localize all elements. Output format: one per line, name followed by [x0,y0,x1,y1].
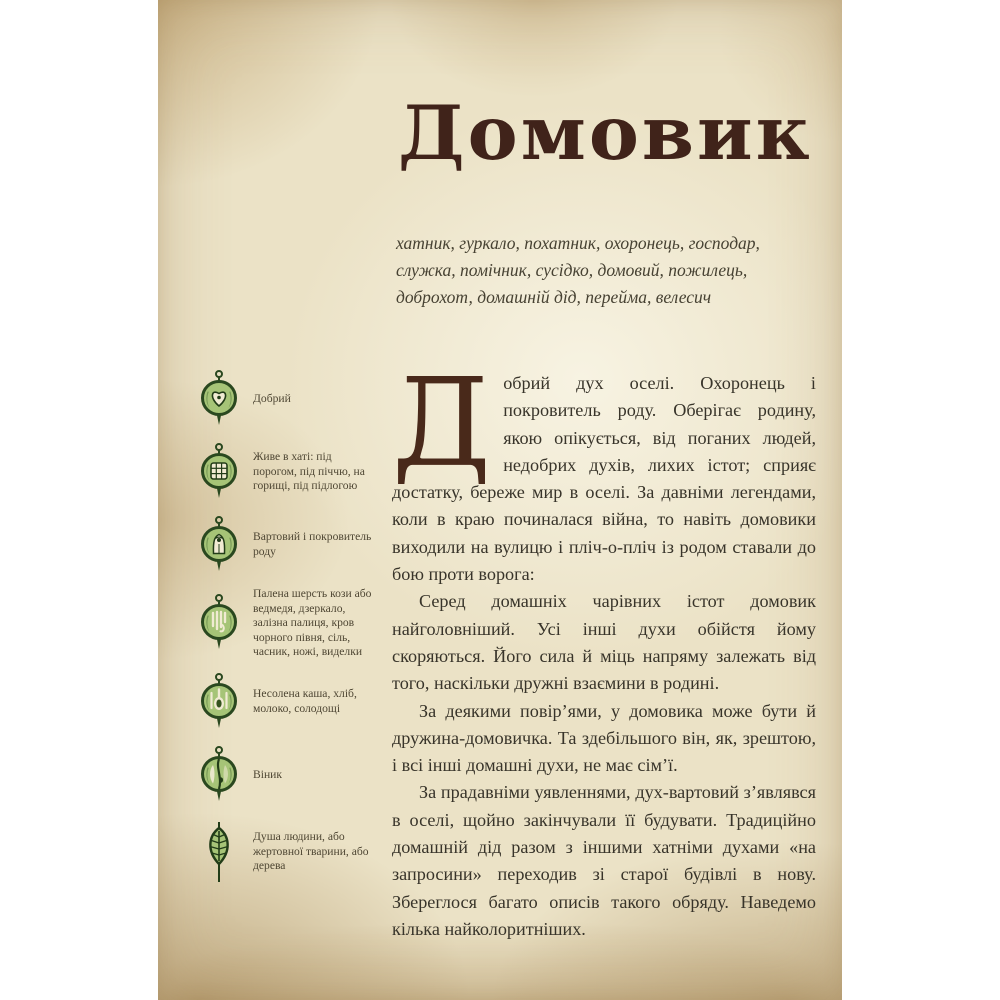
legend-label: Душа людини, або жертовної тварини, або дерева [253,830,369,873]
legend-item [196,514,374,576]
legend-label: Палена шерсть кози або ведмедя, дзеркало, залізна палиця, кров чорного півня, сіль, часник, ножі, виделки [253,587,372,659]
legend-label: Вартовий і покровитель роду [253,530,372,558]
chapter-title: Домовик [398,89,813,177]
chapter-alias-list: хатник, гуркало, похатник, охоронець, господар, служка, помічник, сусідко, домовий, пожилець, доброхот, домашній дід, перейма, велесич [396,233,760,307]
heart-icon [196,368,242,430]
legend-item [196,744,374,806]
legend-item [196,671,374,733]
dropcap-letter: Д [392,352,492,494]
guardian-icon [196,514,242,576]
broom-icon [196,744,242,806]
offering-icon [196,671,242,733]
legend-item [196,817,374,887]
paragraph: За прадавніми уявленнями, дух-вартовий з’являвся в оселі, щойно закінчували її будувати. Традиційно домашній дід разом з іншими хатніми духами «на запросини» переходив зі старої будівлі в нову. Збереглося багато описів такого обряду. Наведемо кілька найколоритніших. [392,782,816,939]
legend-sidebar [196,368,374,898]
legend-label: Віник [253,767,282,781]
legend-item [196,441,374,503]
tree-icon [196,817,242,887]
parchment-page [158,0,842,1000]
main-text-column [392,352,816,943]
legend-label: Добрий [253,391,291,405]
paragraph [392,352,816,588]
paragraph: Серед домашніх чарівних істот домовик найголовніший. Усі інші духи обійстя йому скоряються. Його сила й міць напряму залежать від того, наскільки дружні взаємини в родині. [392,591,816,694]
legend-item [196,587,374,660]
legend-item [196,368,374,430]
legend-label: Несолена каша, хліб, молоко, солодощі [253,687,357,715]
legend-label: Живе в хаті: під порогом, під піччю, на горищі, під підлогою [253,450,365,493]
window-icon [196,441,242,503]
fur-icon [196,592,242,654]
paragraph: За деякими повір’ями, у домовика може бути й дружина-домовичка. Та здебільшого він, як, зрештою, і всі інші домашні духи, не має сім’ї. [392,700,816,776]
paragraph-text: обрий дух оселі. Охоронець і покровитель роду. Оберігає родину, якою опікується, від поганих людей, недобрих духів, лихих істот; сприяє достатку, береже мир в оселі. За давніми легендами, коли в краю починалася війна, то навіть домовики виходили на вулицю і пліч-о-пліч із родом ставали до бою проти ворога: [392,373,816,585]
